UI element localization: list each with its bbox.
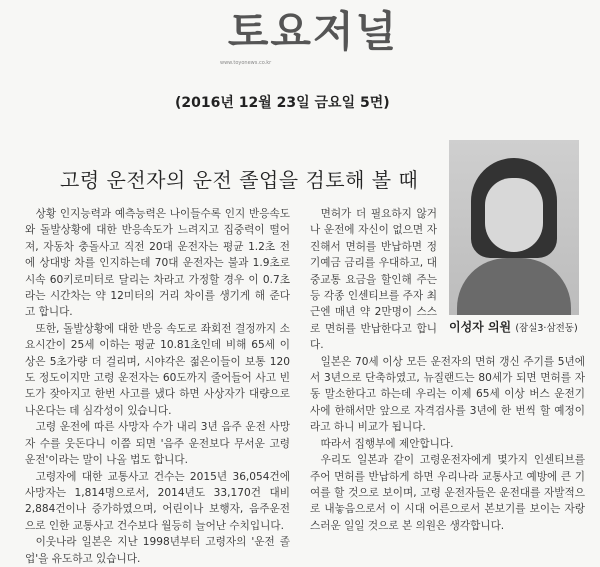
paragraph: 따라서 집행부에 제안합니다.	[320, 437, 454, 450]
date-line: (2016년 12월 23일 금요일 5면)	[175, 95, 390, 111]
headline: 고령 운전자의 운전 졸업을 검토해 볼 때	[60, 168, 419, 192]
paragraph: 또한, 돌발상황에 대한 반응 속도로 좌회전 결정까지 소요시간이 25세 이하는 평균 10.81초인데 비해 65세 이상은 5초가량 더 걸리며, 시야각은 젊은이들이 보통 120도 정도이지만 고령 운전자는 60도까지 줄어들어 사고 빈도가 잦아지고 한번 사고를 냈다 하면 사상자가 대량으로 나온다는 데 심각성이 있습니다.	[25, 322, 290, 417]
photo-caption	[449, 319, 589, 337]
paragraph: 이웃나라 일본은 지난 1998년부터 고령자의 '운전 졸업'을 유도하고 있습니다.	[25, 536, 290, 565]
paragraph: 고령자에 대한 교통사고 건수는 2015년 36,054건에 사망자는 1,814명으로서, 2014년도 33,170건 대비 2,884건이나 증가하였으며, 어린이나 보행자, 음주운전으로 인한 교통사고 건수보다 월등히 늘어난 수치입니다.	[25, 470, 290, 532]
paragraph: 우리도 일본과 같이 고령운전자에게 몇가지 인센티브를 주어 면허를 반납하게 하면 우리나라 교통사고 예방에 큰 기여를 할 것으로 보이며, 고령 운전자들은 운전대를 자발적으로 내놓음으로서 이 시대 어른으로서 본보기를 보이는 자랑스러운 일일 것으로 본 의원은 생각합니다.	[310, 454, 585, 532]
paragraph: 상황 인지능력과 예측능력은 나이들수록 인지 반응속도와 돌발상황에 대한 반응속도가 느려지고 집중력이 떨어져, 자동차 충돌사고 직전 20대 운전자는 평균 1.2초 전에 상대방 차를 인지하는데 70대 운전자는 불과 1.9초로 시속 60키로미터로 달리는 차라고 가정할 경우 이 0.7초라는 시간차는 약 12미터의 거리 차이를 생기게 해 준다고 합니다.	[25, 208, 290, 319]
author-photo-box	[449, 140, 589, 334]
author-name: 이성자 의원	[449, 320, 512, 334]
logo-url: www.toyonews.co.kr	[220, 60, 272, 66]
paragraph: 고령 운전에 따른 사망자 수가 내리 3년 음주 운전 사망자 수를 웃돈다니 이쯤 되면 '음주 운전보다 무서운 고령 운전'이라는 말이 나올 법도 합니다.	[25, 421, 290, 467]
article-right-column	[310, 206, 585, 534]
paragraph: 일본은 70세 이상 모든 운전자의 면허 갱신 주기를 5년에서 3년으로 단축하였고, 뉴질랜드는 80세가 되면 면허를 자동 말소한다고 하는데 우리는 이제 65세 이상 버스 운전기사에 한해서만 앞으로 자격검사를 3년에 한 번씩 할 예정이라고 하니 비교가 됩니다.	[310, 355, 585, 434]
logo-text: 토요저널	[227, 7, 399, 56]
author-photo	[449, 140, 579, 315]
article-left-column	[25, 206, 290, 567]
newspaper-logo	[208, 7, 418, 66]
author-district: (잠실3·삼전동)	[515, 323, 578, 334]
paragraph: 면허가 더 필요하지 않거나 운전에 자신이 없으면 자진해서 면허를 반납하면 정기예금 금리를 우대하고, 대중교통 요금을 할인해 주는 등 각종 인센티브를 주자 최근엔 매년 약 2만명이 스스로 면허를 반납한다고 합니다.	[310, 208, 437, 352]
